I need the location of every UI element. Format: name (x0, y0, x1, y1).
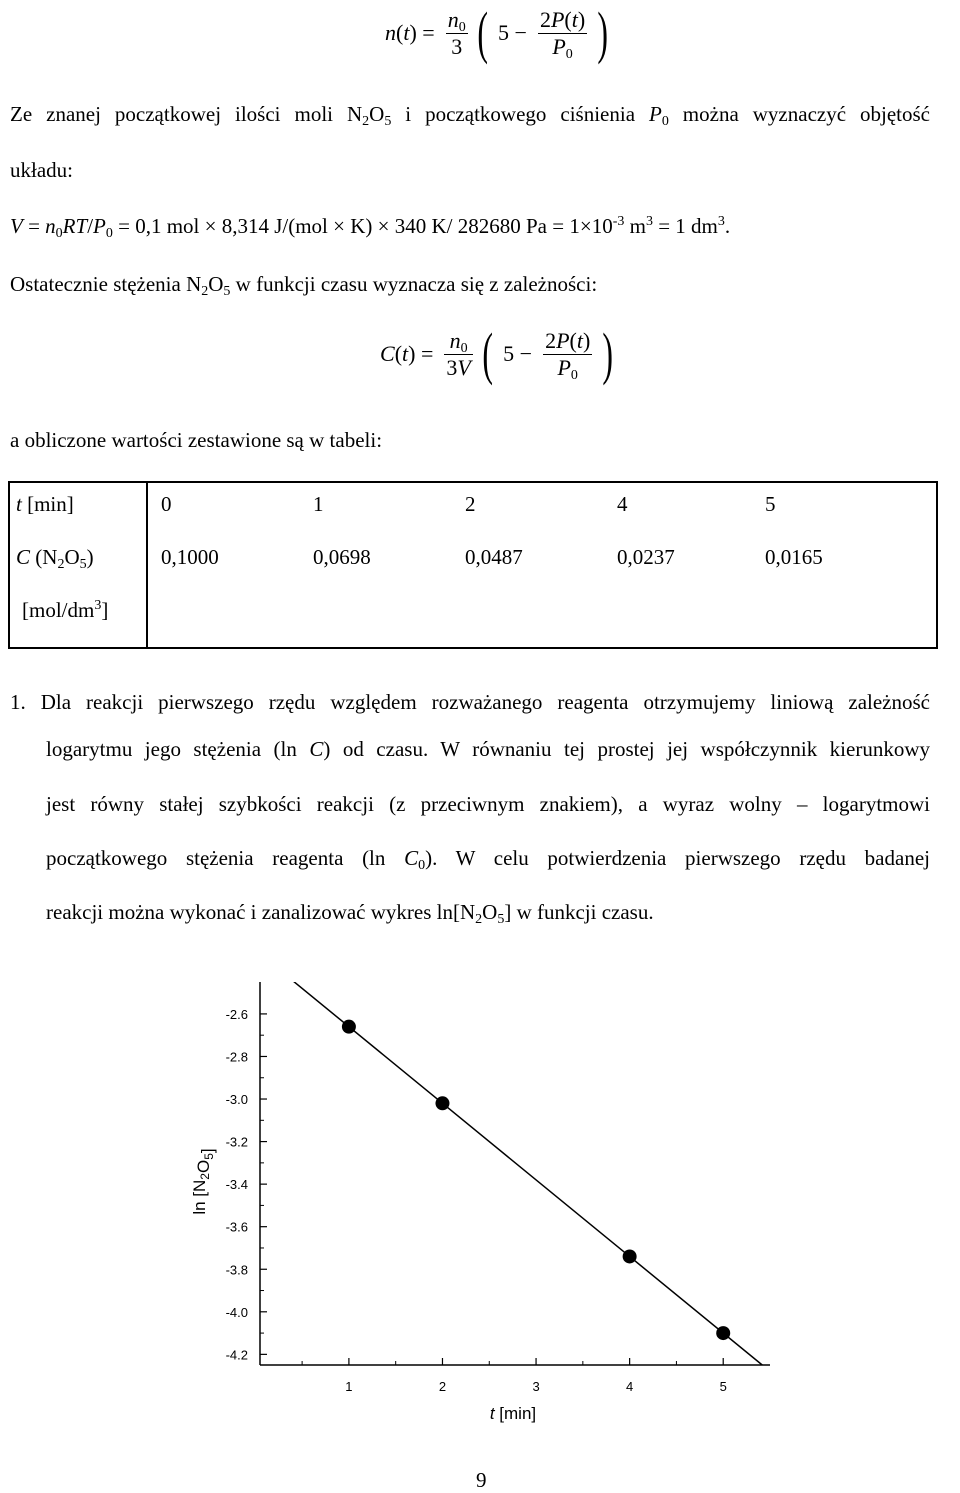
eq1-right-paren: ) (597, 0, 608, 65)
table-cell-concentration: 0,0165 (765, 545, 823, 569)
times-sign: × (579, 214, 592, 238)
volume-calculation: $V = n_0RT/P_0 = 0,1$ mol × 8,314 J/(mol × K) × 340 K/ 282680 $Pa = 1\times 10^{-3}$ $m^3 = 1$ $dm^3$. (10, 214, 731, 241)
page-number: 9 (476, 1468, 487, 1492)
data-point (716, 1326, 730, 1340)
y-tick-label: -2.8 (225, 1049, 248, 1065)
data-point (435, 1096, 449, 1110)
paragraph1-line2: układu: (10, 158, 73, 182)
eq2-right-paren: ) (602, 321, 613, 386)
y-axis-label: $\ln [N_2O_5]$ (190, 1148, 217, 1215)
table-cell-time: 4 (617, 492, 628, 516)
times-sign: × (377, 214, 390, 238)
equation-c-of-t: C(t) = $\frac{n_0}{3V}$ ( 5 − $\frac{2P(t)}{P_0}$ ) (380, 321, 613, 386)
table-cell-concentration: 0,1000 (161, 545, 219, 569)
y-tick-label: -2.6 (225, 1006, 248, 1022)
data-point (623, 1249, 637, 1263)
times-sign: × (204, 214, 217, 238)
eq2-left-paren: ( (482, 321, 494, 386)
table-cell-time: 1 (313, 492, 324, 516)
y-tick-label: -4.2 (225, 1347, 248, 1363)
table-cell-concentration: 0,0487 (465, 545, 523, 569)
section1-line2: logarytmu jego stężenia (ln C) od czasu. W równaniu tej prostej jej współczynnik kierunkowy (46, 737, 930, 761)
data-table (8, 481, 938, 649)
paragraph1-line1: Ze znanej początkowej ilości moli $N_2O_5$ i początkowego ciśnienia $P_0$ można wyznaczyć objętość (10, 102, 930, 129)
equation-n-of-t: n(t) = $\frac{n_0}{3}$ ( 5 − $\frac{2P(t)}{P_0}$ ) (385, 0, 608, 65)
eq1-lhs-func: n (385, 20, 396, 45)
table-intro: a obliczone wartości zestawione są w tabeli: (10, 428, 383, 452)
y-tick-label: -3.6 (225, 1219, 248, 1235)
table-cell-concentration: 0,0237 (617, 545, 675, 569)
x-tick-label: 3 (532, 1379, 540, 1394)
section1-line3: jest równy stałej szybkości reakcji (z przeciwnym znakiem), a wyraz wolny – logarytmowi (46, 792, 930, 816)
y-tick-label: -3.4 (225, 1177, 248, 1193)
y-tick-label: -3.2 (225, 1134, 248, 1150)
times-sign: × (333, 214, 345, 238)
table-cell-concentration: 0,0698 (313, 545, 371, 569)
eq1-outer-fraction: $\frac{n_0}{3}$ (447, 6, 466, 59)
x-tick-label: 1 (345, 1379, 353, 1394)
section1-line4: początkowego stężenia reagenta (ln $C_0$). W celu potwierdzenia pierwszego rzędu badanej (46, 846, 930, 873)
table-header-concentration: C $(N_2O_5)$ (16, 545, 94, 572)
table-cell-time: 5 (765, 492, 776, 516)
y-tick-label: -3.0 (225, 1092, 248, 1108)
y-tick-label: -3.8 (225, 1262, 248, 1278)
eq1-inner-fraction: $\frac{2P(t)}{P_0}$ (539, 6, 586, 62)
fit-line (260, 960, 770, 1371)
table-cell-time: 0 (161, 492, 172, 516)
x-axis-label: t [min] (489, 1404, 537, 1423)
eq1-left-paren: ( (477, 0, 489, 65)
paragraph2: Ostatecznie stężenia $N_2O_5$ w funkcji czasu wyznacza się z zależności: (10, 272, 598, 299)
x-tick-label: 5 (719, 1379, 727, 1394)
table-header-time: t [min] (16, 492, 74, 516)
data-point (342, 1020, 356, 1034)
x-tick-label: 2 (438, 1379, 447, 1394)
section1-line1: 1. Dla reakcji pierwszego rzędu względem rozważanego reagenta otrzymujemy liniową zależność (10, 690, 930, 714)
ln-concentration-chart (0, 960, 960, 1430)
table-header-concentration-unit: $[mol/dm^3]$ (22, 598, 109, 622)
x-tick-label: 4 (626, 1379, 634, 1394)
table-divider-vertical (146, 483, 148, 647)
table-cell-time: 2 (465, 492, 476, 516)
y-tick-label: -4.0 (225, 1304, 248, 1320)
eq2-inner-fraction: $\frac{2P(t)}{P_0}$ (545, 327, 591, 383)
section1-line5: reakcji można wykonać i zanalizować wykres $\ln[N_2O_5]$ w funkcji czasu. (46, 900, 654, 927)
eq1-lhs-var: t (403, 20, 410, 45)
eq2-outer-fraction: $\frac{n_0}{3V}$ (446, 327, 471, 380)
